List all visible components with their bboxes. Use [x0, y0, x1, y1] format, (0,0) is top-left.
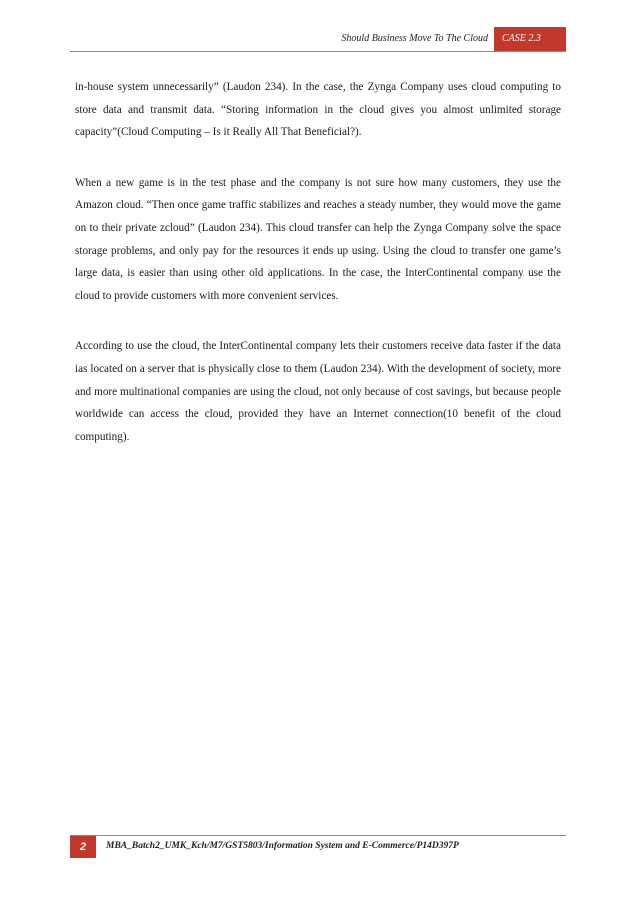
paragraph: According to use the cloud, the InterContinental company lets their customers receive data faster if the data ias located on a server that is physically close to them (Laudon 234). With the development of society, more and more multinational companies are using the cloud, not only because of cost savings, but because people worldwide can access the cloud, provided they have an Internet connection(10 benefit of the cloud computing). [75, 340, 561, 443]
footer-text: MBA_Batch2_UMK_Kch/M7/GST5803/Information System and E-Commerce/P14D397P [106, 841, 459, 851]
page-header [70, 27, 566, 52]
header-title: Should Business Move To The Cloud [341, 33, 488, 44]
document-body [75, 76, 561, 476]
page-footer [70, 835, 566, 858]
page-number: 2 [70, 836, 96, 858]
paragraph: in-house system unnecessarily” (Laudon 234). In the case, the Zynga Company uses cloud computing to store data and transmit data. “Storing information in the cloud gives you almost unlimited storage capacity”(Cloud Computing – Is it Really All That Beneficial?). [75, 81, 561, 139]
paragraph: When a new game is in the test phase and the company is not sure how many customers, they use the Amazon cloud. “Then once game traffic stabilizes and reaches a steady number, they would move the game on to their private zcloud” (Laudon 234). This cloud transfer can help the Zynga Company solve the space storage problems, and only pay for the resources it ends up using. Using the cloud to transfer one game’s large data, is easier than using other old applications. In the case, the InterContinental company use the cloud to provide customers with more convenient services. [75, 176, 561, 302]
case-badge: CASE 2.3 [494, 27, 566, 51]
